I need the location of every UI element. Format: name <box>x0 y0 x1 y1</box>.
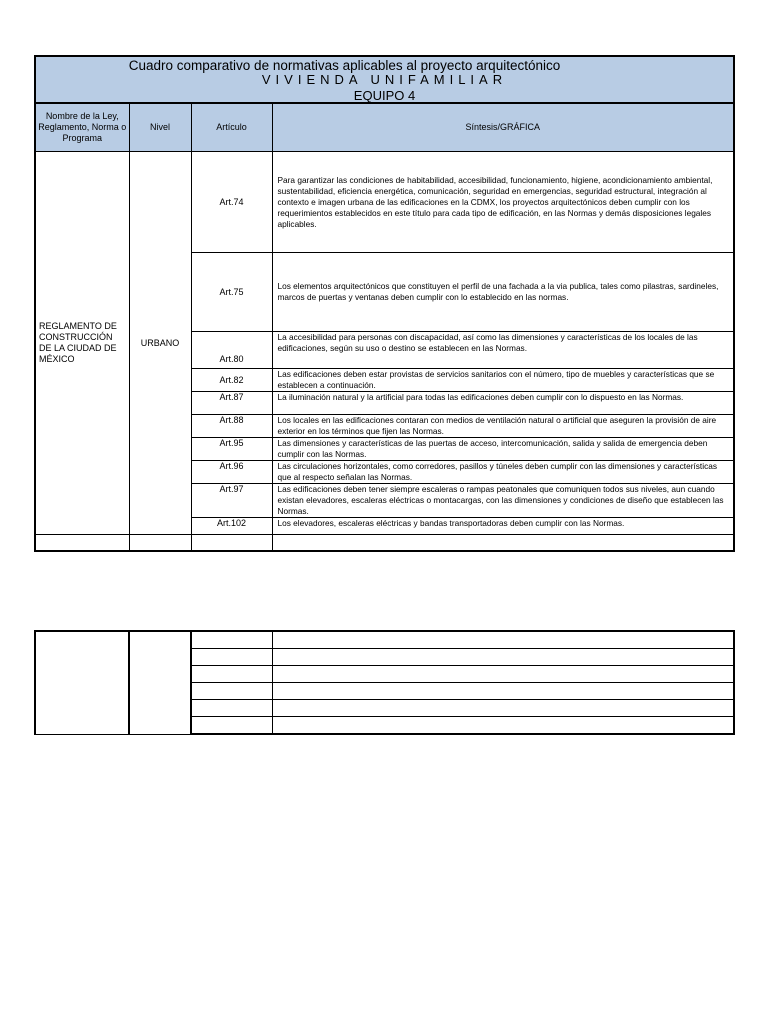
regulations-table <box>34 103 735 552</box>
empty-table <box>34 630 735 735</box>
empty-cell <box>191 649 272 666</box>
empty-cell <box>272 700 734 717</box>
table-row <box>35 152 734 253</box>
article-cell: Art.74 <box>191 152 272 253</box>
comparison-sheet <box>34 55 735 552</box>
article-cell: Art.87 <box>191 392 272 415</box>
empty-cell <box>191 666 272 683</box>
empty-cell <box>191 535 272 552</box>
synthesis-cell: La iluminación natural y la artificial para todas las edificaciones deben cumplir con lo dispuesto en las Normas. <box>272 392 734 415</box>
article-cell: Art.95 <box>191 438 272 461</box>
article-cell: Art.82 <box>191 369 272 392</box>
synthesis-cell: Los locales en las edificaciones contaran con medios de ventilación natural o artificial que aseguren la provisión de aire exterior en los términos que fijen las Normas. <box>272 415 734 438</box>
empty-cell <box>35 535 129 552</box>
table-row <box>35 535 734 552</box>
empty-cell <box>272 631 734 649</box>
empty-cell <box>129 631 191 734</box>
synthesis-cell: Las edificaciones deben estar provistas de servicios sanitarios con el número, tipo de muebles y características que se establecen a continuación. <box>272 369 734 392</box>
team-label: EQUIPO 4 <box>353 88 416 103</box>
synthesis-cell: La accesibilidad para personas con discapacidad, así como las dimensiones y características de los locales de las edificaciones, según su uso o destino se establecen en las Normas. <box>272 332 734 369</box>
empty-cell <box>272 666 734 683</box>
empty-cell <box>272 649 734 666</box>
empty-cell <box>35 631 129 734</box>
article-cell: Art.75 <box>191 253 272 332</box>
synthesis-cell: Las edificaciones deben tener siempre escaleras o rampas peatonales que comuniquen todos sus niveles, aun cuando existan elevadores, escaleras eléctricas o montacargas, con las dimensiones y condiciones de diseño que establecen las Normas. <box>272 484 734 518</box>
synthesis-cell: Para garantizar las condiciones de habitabilidad, accesibilidad, funcionamiento, higiene, acondicionamiento ambiental, sustentabilidad, eficiencia energética, comunicación, seguridad en emergencias, seguridad estructural, integración al contexto e imagen urbana de las edificaciones en la CDMX, los proyectos arquitectónicos deben cumplir con los requerimientos establecidos en este título para cada tipo de edificación, en las Normas y demás disposiciones legales aplicables. <box>272 152 734 253</box>
table-row <box>35 631 734 649</box>
empty-cell <box>191 683 272 700</box>
empty-cell <box>272 535 734 552</box>
law-name-cell: REGLAMENTO DE CONSTRUCCIÓN DE LA CIUDAD DE MÉXICO <box>35 152 129 535</box>
header-article: Artículo <box>191 104 272 152</box>
title-block <box>34 55 735 103</box>
empty-cell <box>191 717 272 735</box>
empty-cell <box>129 535 191 552</box>
header-level: Nivel <box>129 104 191 152</box>
article-cell: Art.102 <box>191 518 272 535</box>
document-subtitle: VIVIENDA UNIFAMILIAR <box>261 72 508 87</box>
empty-cell <box>272 683 734 700</box>
synthesis-cell: Las circulaciones horizontales, como corredores, pasillos y túneles deben cumplir con las dimensiones y características que al respecto señalan las Normas. <box>272 461 734 484</box>
article-cell: Art.88 <box>191 415 272 438</box>
empty-cell <box>272 717 734 735</box>
synthesis-cell: Los elementos arquitectónicos que constituyen el perfil de una fachada a la via publica, tales como pilastras, sardineles, marcos de puertas y ventanas deben cumplir con lo establecido en las normas. <box>272 253 734 332</box>
article-cell: Art.96 <box>191 461 272 484</box>
header-synthesis: Síntesis/GRÁFICA <box>272 104 734 152</box>
synthesis-cell: Los elevadores, escaleras eléctricas y bandas transportadoras deben cumplir con las Normas. <box>272 518 734 535</box>
article-cell: Art.97 <box>191 484 272 518</box>
table-header-row <box>35 104 734 152</box>
level-cell: URBANO <box>129 152 191 535</box>
synthesis-cell: Las dimensiones y características de las puertas de acceso, intercomunicación, salida y salida de emergencia deben cumplir con las Normas. <box>272 438 734 461</box>
document-title: Cuadro comparativo de normativas aplicables al proyecto arquitectónico <box>128 58 561 73</box>
header-law: Nombre de la Ley, Reglamento, Norma o Programa <box>35 104 129 152</box>
article-cell: Art.80 <box>191 332 272 369</box>
empty-cell <box>191 631 272 649</box>
empty-cell <box>191 700 272 717</box>
